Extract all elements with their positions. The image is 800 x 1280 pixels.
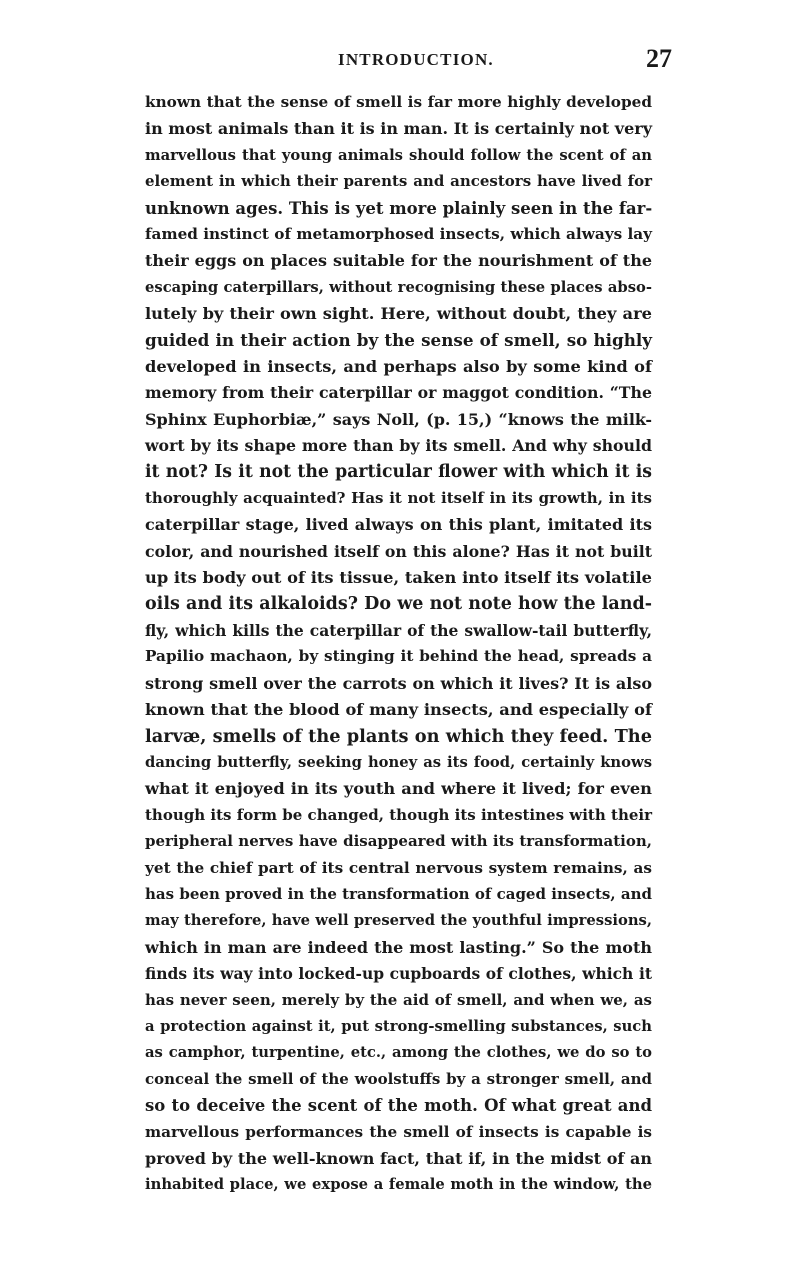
- text-line: dancing butterfly, seeking honey as its food, certainly knows: [145, 754, 652, 771]
- text-line: unknown ages. This is yet more plainly seen in the far-: [145, 198, 653, 218]
- running-title: INTRODUCTION.: [338, 50, 494, 69]
- text-line: Sphinx Euphorbiæ,” says Noll, (p. 15,) “knows the milk-: [145, 409, 652, 429]
- text-line: what it enjoyed in its youth and where it lived; for even: [145, 779, 652, 799]
- text-line: conceal the smell of the woolstuffs by a stronger smell, and: [145, 1069, 652, 1088]
- text-line: marvellous that young animals should follow the scent of an: [145, 146, 652, 164]
- text-line: which in man are indeed the most lasting.” So the moth: [145, 937, 652, 957]
- text-line: famed instinct of metamorphosed insects, which always lay: [145, 225, 652, 243]
- text-line: their eggs on places suitable for the nourishment of the: [145, 251, 652, 271]
- text-line: fly, which kills the caterpillar of the swallow-tail butterfly,: [145, 621, 652, 640]
- text-line: known that the sense of smell is far more highly developed: [145, 93, 652, 111]
- page-number: 27: [646, 44, 672, 73]
- text-line: memory from their caterpillar or maggot condition. “The: [145, 383, 652, 403]
- text-line: proved by the well-known fact, that if, in the midst of an: [145, 1149, 652, 1168]
- text-line: inhabited place, we expose a female moth in the window, the: [145, 1176, 652, 1194]
- text-line: in most animals than it is in man. It is certainly not very: [145, 119, 652, 139]
- text-line: lutely by their own sight. Here, without doubt, they are: [145, 304, 652, 324]
- text-line: escaping caterpillars, without recognising these places abso-: [145, 278, 652, 296]
- text-line: has never seen, merely by the aid of smell, and when we, as: [145, 990, 652, 1009]
- text-line: wort by its shape more than by its smell. And why should: [145, 436, 652, 456]
- text-line: it not? Is it not the particular flower with which it is: [145, 461, 652, 482]
- text-line: Papilio machaon, by stinging it behind the head, spreads a: [145, 647, 652, 666]
- text-line: marvellous performances the smell of insects is capable is: [145, 1122, 652, 1141]
- text-line: up its body out of its tissue, taken into itself its volatile: [145, 568, 652, 588]
- text-line: known that the blood of many insects, and especially of: [145, 700, 652, 720]
- text-line: color, and nourished itself on this alone? Has it not built: [145, 541, 652, 561]
- text-line: finds its way into locked-up cupboards of clothes, which it: [145, 964, 652, 984]
- text-line: caterpillar stage, lived always on this plant, imitated its: [145, 515, 652, 535]
- text-line: as camphor, turpentine, etc., among the clothes, we do so to: [145, 1044, 652, 1062]
- text-line: peripheral nerves have disappeared with its transformation,: [145, 832, 652, 851]
- text-line: has been proved in the transformation of caged insects, and: [145, 885, 652, 903]
- text-line: guided in their action by the sense of smell, so highly: [145, 329, 652, 350]
- text-line: a protection against it, put strong-smelling substances, such: [145, 1018, 652, 1035]
- text-line: developed in insects, and perhaps also by some kind of: [145, 357, 652, 376]
- text-line: yet the chief part of its central nervous system remains, as: [145, 858, 652, 877]
- text-line: element in which their parents and ancestors have lived for: [145, 172, 652, 191]
- text-line: oils and its alkaloids? Do we not note how the land-: [145, 593, 652, 614]
- text-line: though its form be changed, though its intestines with their: [145, 805, 652, 824]
- running-head: [0, 44, 800, 74]
- text-line: thoroughly acquainted? Has it not itself in its growth, in its: [145, 489, 652, 507]
- text-line: may therefore, have well preserved the youthful impressions,: [145, 912, 652, 930]
- text-line: larvæ, smells of the plants on which they feed. The: [145, 725, 652, 747]
- text-line: strong smell over the carrots on which it lives? It is also: [145, 673, 652, 693]
- text-line: so to deceive the scent of the moth. Of what great and: [145, 1096, 652, 1116]
